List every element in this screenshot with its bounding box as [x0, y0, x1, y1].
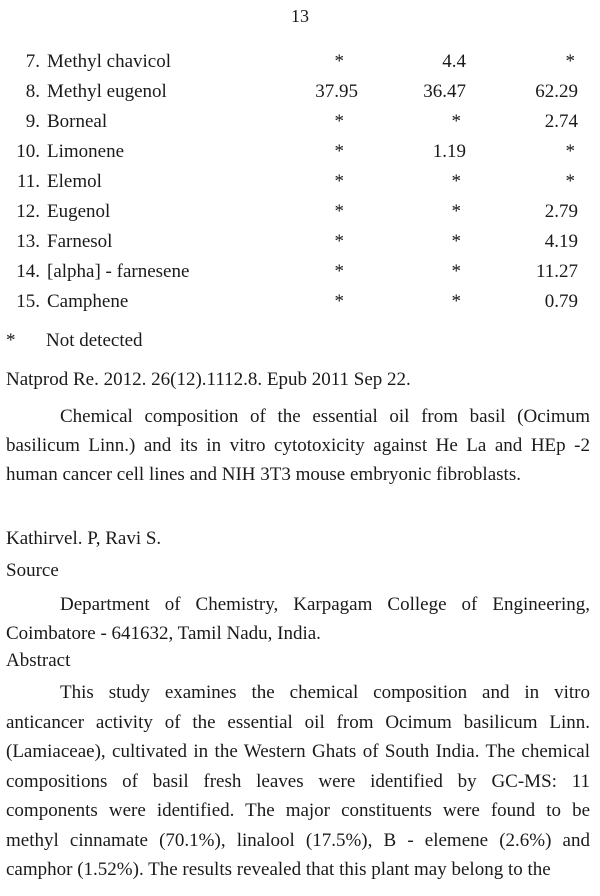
- value-col-1: 37.95: [315, 81, 358, 102]
- article-title: Chemical composition of the essential oil from basil (Ocimum basilicum Linn.) and its in vitro cytotoxicity against He La and HEp -2 human cancer cell lines and NIH 3T3 mouse embryonic fibroblasts.: [6, 406, 590, 485]
- value-col-3: 11.27: [535, 261, 578, 282]
- table-row: [0, 80, 600, 110]
- row-number: 11.: [16, 171, 40, 192]
- value-col-1: *: [334, 201, 344, 222]
- value-col-3: *: [565, 141, 575, 162]
- compound-name: Methyl chavicol: [47, 51, 171, 72]
- row-number: 10.: [16, 141, 40, 162]
- compound-name: [alpha] - farnesene: [47, 261, 190, 282]
- value-col-3: 2.79: [544, 201, 578, 222]
- value-col-2: *: [451, 201, 461, 222]
- value-col-2: *: [451, 261, 461, 282]
- value-col-3: *: [565, 171, 575, 192]
- table-row: [0, 140, 600, 170]
- compound-name: Elemol: [47, 171, 102, 192]
- value-col-1: *: [334, 231, 344, 252]
- table-row: [0, 230, 600, 260]
- value-col-1: *: [334, 51, 344, 72]
- journal-citation: Natprod Re. 2012. 26(12).1112.8. Epub 2011 Sep 22.: [6, 369, 411, 390]
- value-col-2: *: [451, 111, 461, 132]
- table-row: [0, 170, 600, 200]
- row-number: 14.: [16, 261, 40, 282]
- value-col-2: 36.47: [423, 81, 466, 102]
- value-col-1: *: [334, 291, 344, 312]
- row-number: 15.: [16, 291, 40, 312]
- compound-name: Methyl eugenol: [47, 81, 167, 102]
- row-number: 9.: [25, 111, 40, 132]
- footnote-symbol: *: [6, 330, 16, 351]
- row-number: 8.: [25, 81, 40, 102]
- value-col-3: 4.19: [544, 231, 578, 252]
- value-col-1: *: [334, 141, 344, 162]
- compound-table: [0, 50, 600, 320]
- value-col-3: 2.74: [544, 111, 578, 132]
- source-affiliation: Department of Chemistry, Karpagam College of Engineering, Coimbatore - 641632, Tamil Nadu, India.: [6, 594, 590, 644]
- abstract-body: This study examines the chemical composition and in vitro anticancer activity of the essential oil from Ocimum basilicum Linn. (Lamiaceae), cultivated in the Western Ghats of South India. The chemical compositions of basil fresh leaves were identified by GC-MS: 11 components were identified. The major constituents were found to be methyl cinnamate (70.1%), linalool (17.5%), B - elemene (2.6%) and camphor (1.52%). The results revealed that this plant may belong to the: [6, 682, 590, 880]
- value-col-3: *: [565, 51, 575, 72]
- value-col-2: 1.19: [432, 141, 466, 162]
- value-col-2: *: [451, 291, 461, 312]
- value-col-1: *: [334, 171, 344, 192]
- compound-name: Camphene: [47, 291, 129, 312]
- table-row: [0, 290, 600, 320]
- table-footnote: [6, 329, 143, 353]
- abstract-heading: Abstract: [6, 650, 71, 671]
- source-heading: Source: [6, 560, 59, 581]
- table-row: [0, 50, 600, 80]
- page-number: 13: [291, 6, 309, 26]
- authors: Kathirvel. P, Ravi S.: [6, 528, 162, 549]
- table-row: [0, 110, 600, 140]
- table-row: [0, 260, 600, 290]
- value-col-2: *: [451, 231, 461, 252]
- compound-name: Farnesol: [47, 231, 113, 252]
- value-col-1: *: [334, 111, 344, 132]
- table-row: [0, 200, 600, 230]
- compound-name: Borneal: [47, 111, 108, 132]
- value-col-3: 0.79: [544, 291, 578, 312]
- compound-name: Eugenol: [47, 201, 111, 222]
- footnote-text: Not detected: [46, 330, 143, 351]
- value-col-3: 62.29: [535, 81, 578, 102]
- value-col-2: 4.4: [442, 51, 466, 72]
- row-number: 7.: [25, 51, 40, 72]
- value-col-1: *: [334, 261, 344, 282]
- row-number: 12.: [16, 201, 40, 222]
- row-number: 13.: [16, 231, 40, 252]
- compound-name: Limonene: [47, 141, 125, 162]
- value-col-2: *: [451, 171, 461, 192]
